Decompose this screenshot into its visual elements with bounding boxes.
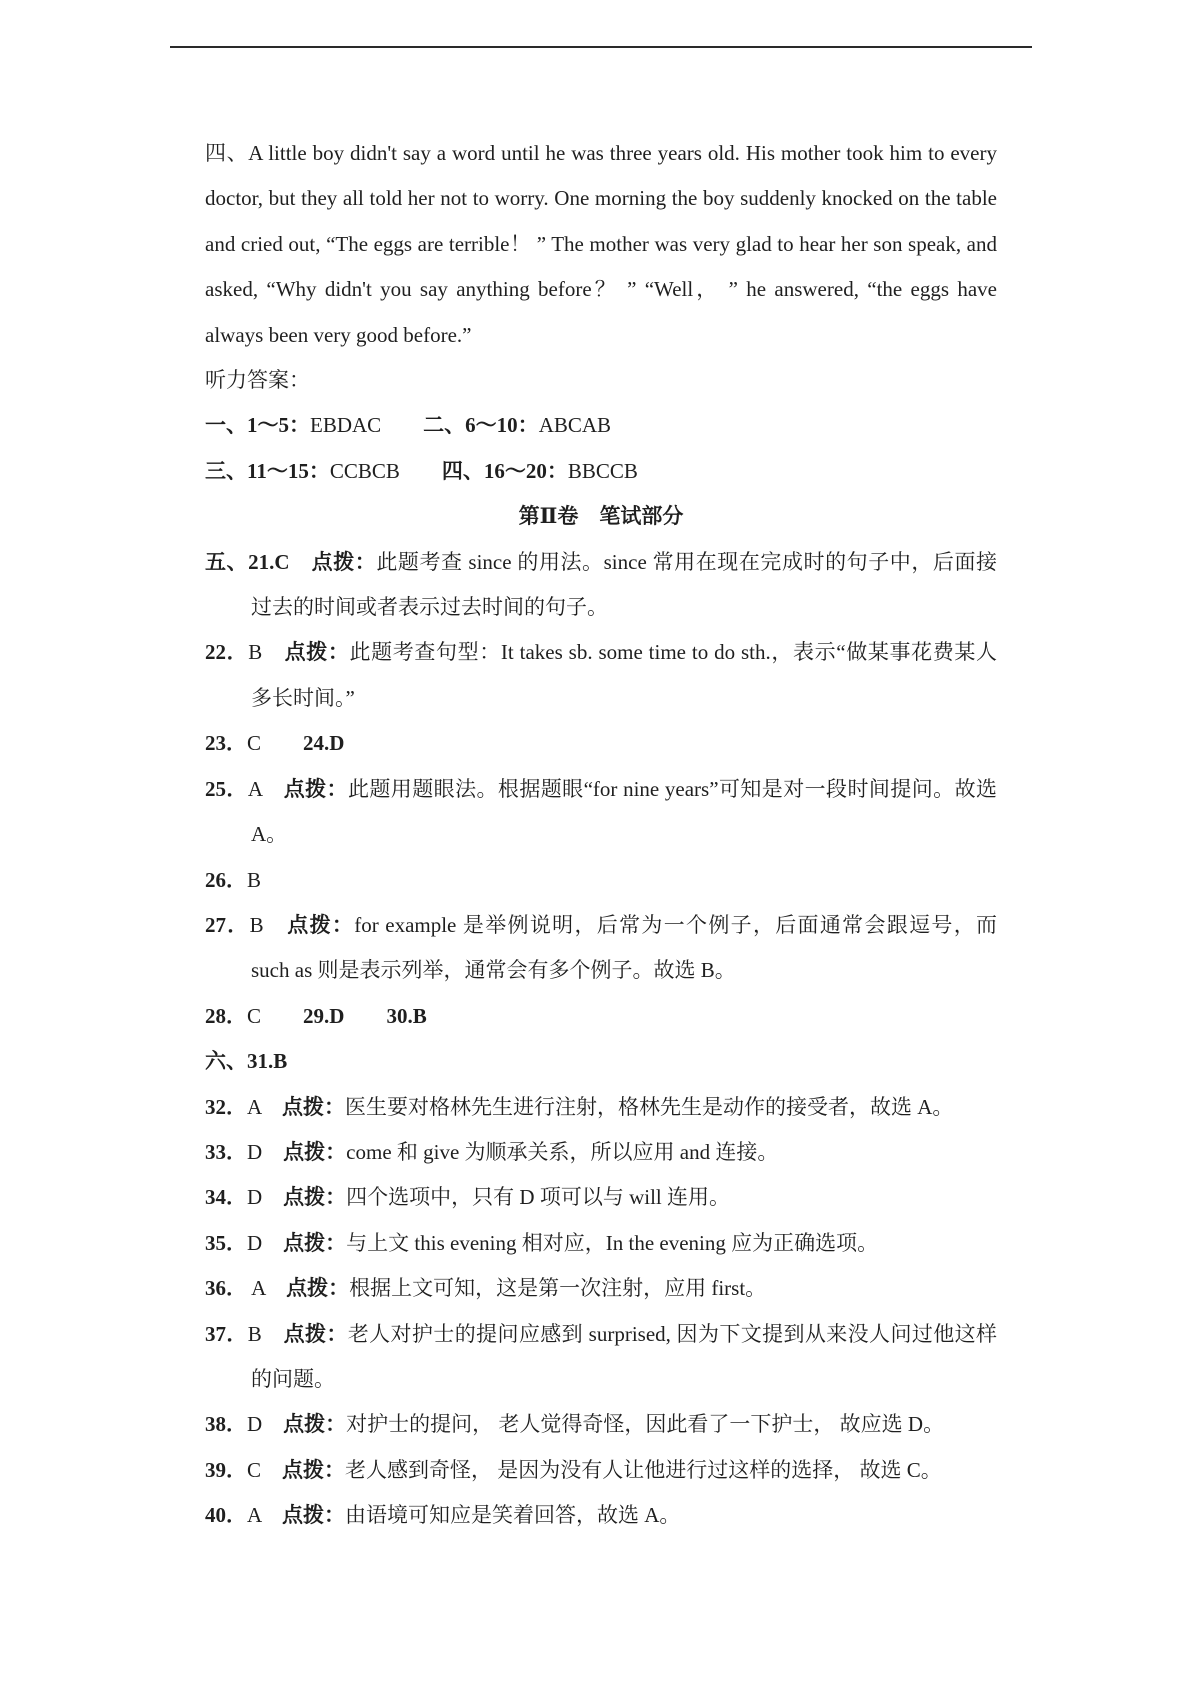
- bold-text-segment: 点拨：: [283, 1185, 347, 1210]
- bold-text-segment: 23．: [205, 731, 247, 756]
- text-segment: [261, 731, 303, 755]
- text-segment: D: [247, 1412, 263, 1437]
- bold-text-segment: 29.D: [303, 1003, 345, 1028]
- text-segment: D: [247, 1230, 263, 1255]
- bold-text-segment: 25．: [205, 776, 248, 801]
- text-segment: 四个选项中，只有 D 项可以与 will 连用。: [346, 1185, 731, 1210]
- document-content: [205, 131, 1003, 1539]
- text-segment: [261, 1095, 282, 1119]
- answer-item-22: [205, 630, 997, 721]
- bold-text-segment: 35．: [205, 1230, 247, 1255]
- text-segment: for example 是举例说明，后常为一个例子，后面通常会跟逗号，而 such as 则是表示列举，通常会有多个例子。故选 B。: [251, 912, 1003, 983]
- text-segment: [262, 640, 284, 664]
- answer-item-33: [205, 1130, 997, 1175]
- answer-item-28-30: [205, 994, 997, 1039]
- bold-text-segment: 点拨：: [283, 776, 348, 801]
- text-segment: 此题用题眼法。根据题眼“for nine years”可知是对一段时间提问。故选 A。: [251, 776, 1003, 847]
- bold-text-segment: 点拨：: [282, 1094, 346, 1119]
- answer-item-39: [205, 1448, 997, 1493]
- listening-answers-label: [205, 358, 997, 403]
- bold-text-segment: 27．: [205, 912, 250, 937]
- text-segment: [262, 1412, 283, 1436]
- bold-text-segment: 38．: [205, 1412, 247, 1437]
- bold-text-segment: 点拨：: [283, 1139, 347, 1164]
- bold-text-segment: 34．: [205, 1185, 247, 1210]
- text-segment: A: [247, 1276, 266, 1301]
- text-segment: B: [247, 867, 262, 892]
- bold-text-segment: 六、31.B: [205, 1049, 288, 1074]
- text-segment: [262, 1140, 283, 1164]
- answer-item-23-24: [205, 721, 997, 766]
- text-segment: B: [247, 1321, 262, 1346]
- text-segment: D: [247, 1185, 263, 1210]
- bold-text-segment: 第Ⅱ卷 笔试部分: [518, 504, 684, 529]
- text-segment: 与上文 this evening 相对应，In the evening 应为正确选项。: [346, 1230, 879, 1255]
- bold-text-segment: 一、1～5：: [205, 413, 310, 438]
- bold-text-segment: 点拨：: [283, 1230, 347, 1255]
- bold-text-segment: 三、11～15：: [205, 458, 330, 483]
- text-segment: A: [247, 1503, 262, 1528]
- bold-text-segment: 22．: [205, 640, 249, 665]
- answer-item-27: [205, 903, 1003, 994]
- text-segment: 对护士的提问， 老人觉得奇怪，因此看了一下护士， 故应选 D。: [346, 1412, 945, 1437]
- text-segment: ABCAB: [538, 413, 612, 438]
- text-segment: CCBCB: [329, 458, 400, 483]
- answers-row-1: [205, 403, 997, 448]
- text-segment: C: [247, 1457, 262, 1482]
- bold-text-segment: 30.B: [386, 1003, 427, 1028]
- answers-row-2: [205, 449, 997, 494]
- text-segment: 听力答案：: [205, 368, 310, 393]
- answer-item-32: [205, 1085, 997, 1130]
- bold-text-segment: 36．: [205, 1276, 247, 1301]
- bold-text-segment: 点拨：: [282, 1457, 346, 1482]
- text-segment: BBCCB: [567, 458, 638, 483]
- bold-text-segment: 37．: [205, 1321, 248, 1346]
- answer-item-37: [205, 1312, 997, 1403]
- text-segment: [262, 1231, 283, 1255]
- text-segment: come 和 give 为顺承关系，所以应用 and 连接。: [346, 1139, 779, 1164]
- text-segment: A: [247, 1094, 262, 1119]
- answer-item-26: [205, 858, 997, 903]
- bold-text-segment: 28．: [205, 1003, 247, 1028]
- text-segment: B: [248, 640, 263, 665]
- bold-text-segment: 点拨：: [311, 549, 377, 574]
- bold-text-segment: 33．: [205, 1139, 247, 1164]
- bold-text-segment: 32．: [205, 1094, 247, 1119]
- text-segment: [262, 1322, 284, 1346]
- bold-text-segment: 四、16～20：: [399, 458, 568, 483]
- text-segment: EBDAC: [310, 413, 382, 438]
- bold-text-segment: 点拨：: [283, 1412, 347, 1437]
- story-paragraph: [205, 131, 1003, 358]
- answer-item-34: [205, 1175, 997, 1220]
- text-segment: [261, 1004, 303, 1028]
- header-rule: [170, 46, 1032, 48]
- bold-text-segment: 39．: [205, 1457, 247, 1482]
- text-segment: 老人感到奇怪， 是因为没有人让他进行过这样的选择， 故选 C。: [345, 1457, 942, 1482]
- text-segment: [264, 913, 288, 937]
- text-segment: [290, 550, 312, 574]
- bold-text-segment: 点拨：: [287, 912, 355, 937]
- text-segment: [261, 1458, 282, 1482]
- answer-item-35: [205, 1221, 997, 1266]
- section-heading: [205, 494, 997, 539]
- text-segment: 老人对护士的提问应感到 surprised, 因为下文提到从来没人问过他这样的问题。: [251, 1321, 998, 1391]
- text-segment: D: [247, 1139, 263, 1164]
- bold-text-segment: 点拨：: [286, 1276, 350, 1301]
- text-segment: [265, 1276, 286, 1300]
- bold-text-segment: 点拨：: [284, 640, 350, 665]
- text-segment: 医生要对格林先生进行注射，格林先生是动作的接受者，故选 A。: [345, 1094, 954, 1119]
- answer-item-31: [205, 1039, 997, 1084]
- text-segment: 四、A little boy didn't say a word until he was three years old. His mother took him to every doctor, but they all told her not to worry. One morning the boy suddenly knocked on the table and cried out, “The eggs are terrible！ ” The mother was very glad to hear her son speak, and asked, “Why didn't you say anything before？ ” “Well， ” he answered, “the eggs have always been very good before.”: [205, 141, 1003, 347]
- text-segment: [262, 1185, 283, 1209]
- text-segment: B: [249, 912, 264, 937]
- text-segment: 此题考查 since 的用法。since 常用在现在完成时的句子中，后面接过去的时间或者表示过去时间的句子。: [251, 549, 998, 620]
- bold-text-segment: 点拨：: [283, 1321, 348, 1346]
- text-segment: C: [247, 731, 262, 756]
- text-segment: [262, 777, 284, 801]
- bold-text-segment: 26．: [205, 867, 247, 892]
- text-segment: C: [247, 1003, 262, 1028]
- answer-item-40: [205, 1493, 997, 1538]
- text-segment: A: [247, 776, 262, 801]
- bold-text-segment: 五、21.C: [205, 549, 290, 574]
- answer-item-38: [205, 1402, 997, 1447]
- answer-item-36: [205, 1266, 997, 1311]
- text-segment: 此题考查句型：It takes sb. some time to do sth.，表示“做某事花费某人多长时间。”: [251, 640, 998, 710]
- answer-item-25: [205, 767, 1003, 858]
- answer-item-21: [205, 540, 997, 631]
- text-segment: [344, 1004, 386, 1028]
- bold-text-segment: 点拨：: [282, 1503, 346, 1528]
- bold-text-segment: 40．: [205, 1503, 247, 1528]
- bold-text-segment: 二、6～10：: [381, 413, 539, 438]
- text-segment: [261, 1503, 282, 1527]
- bold-text-segment: 24.D: [303, 731, 345, 756]
- text-segment: 由语境可知应是笑着回答，故选 A。: [345, 1503, 681, 1528]
- text-segment: 根据上文可知，这是第一次注射，应用 first。: [349, 1276, 767, 1301]
